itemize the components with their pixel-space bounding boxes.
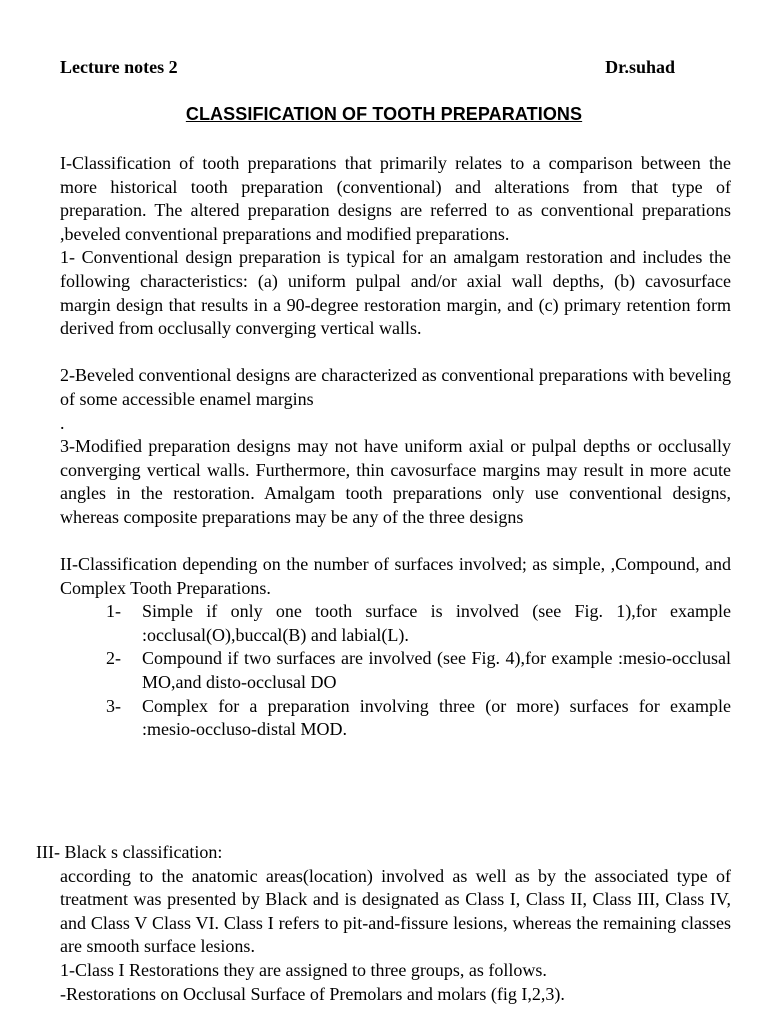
paragraph-gap xyxy=(60,341,731,365)
section-1-intro: I-Classification of tooth preparations that primarily relates to a comparison between the more historical tooth preparation (conventional) and alterations from that type of preparation. The altered preparation designs are referred to as conventional preparations ,beveled conventional preparations and modified preparations. xyxy=(60,153,731,244)
stray-period: . xyxy=(60,412,65,433)
section-2-intro: II-Classification depending on the number of surfaces involved; as simple, ,Compound, and Complex Tooth Preparations. xyxy=(60,554,731,598)
list-item-number: 2- xyxy=(106,648,121,669)
list-item-number: 3- xyxy=(106,695,121,716)
section-1-item-1: 1- Conventional design preparation is typical for an amalgam restoration and includes the following characteristics: (a) uniform pulpal and/or axial wall depths, (b) cavosurface margin design that results in a 90-degree restoration margin, and (c) primary retention form derived from occlusally converging vertical walls. xyxy=(60,247,731,339)
section-3-paragraph: according to the anatomic areas(location) involved as well as by the associated type of treatment was presented by Black and is designated as Class I, Class II, Class III, Class IV, and Class V Class VI. Class I refers to pit-and-fissure lesions, whereas the remaining classes are smooth surface lesions. xyxy=(60,865,731,957)
paragraph-gap xyxy=(60,530,731,554)
list-item-number: 1- xyxy=(106,601,121,622)
header-author: Dr.suhad xyxy=(605,57,675,77)
page-header xyxy=(60,57,675,79)
header-lecture-label: Lecture notes 2 xyxy=(60,57,178,77)
document-body xyxy=(60,152,731,742)
list-item-text: Complex for a preparation involving three (or more) surfaces for example :mesio-occluso-distal MOD. xyxy=(142,695,731,740)
surface-classification-list xyxy=(60,600,731,742)
section-3-line-1: 1-Class I Restorations they are assigned to three groups, as follows. xyxy=(60,959,547,980)
list-item-text: Compound if two surfaces are involved (see Fig. 4),for example :mesio-occlusal MO,and disto-occlusal DO xyxy=(142,648,731,693)
section-3-line-2: -Restorations on Occlusal Surface of Premolars and molars (fig I,2,3). xyxy=(60,983,565,1004)
section-1-item-2: 2-Beveled conventional designs are characterized as conventional preparations with beveling of some accessible enamel margins xyxy=(60,365,731,409)
section-3 xyxy=(36,841,731,1006)
list-item xyxy=(60,695,731,742)
list-item xyxy=(60,600,731,647)
section-3-heading: III- Black s classification: xyxy=(36,842,223,862)
section-1-item-3: 3-Modified preparation designs may not have uniform axial or pulpal depths or occlusally converging vertical walls. Furthermore, thin cavosurface margins may result in more acute angles in the restoration. Amalgam tooth preparations only use conventional designs, whereas composite preparations may be any of the three designs xyxy=(60,436,731,527)
list-item-text: Simple if only one tooth surface is involved (see Fig. 1),for example :occlusal(O),buccal(B) and labial(L). xyxy=(142,601,731,645)
document-title: CLASSIFICATION OF TOOTH PREPARATIONS xyxy=(185,104,583,124)
list-item xyxy=(60,647,731,694)
